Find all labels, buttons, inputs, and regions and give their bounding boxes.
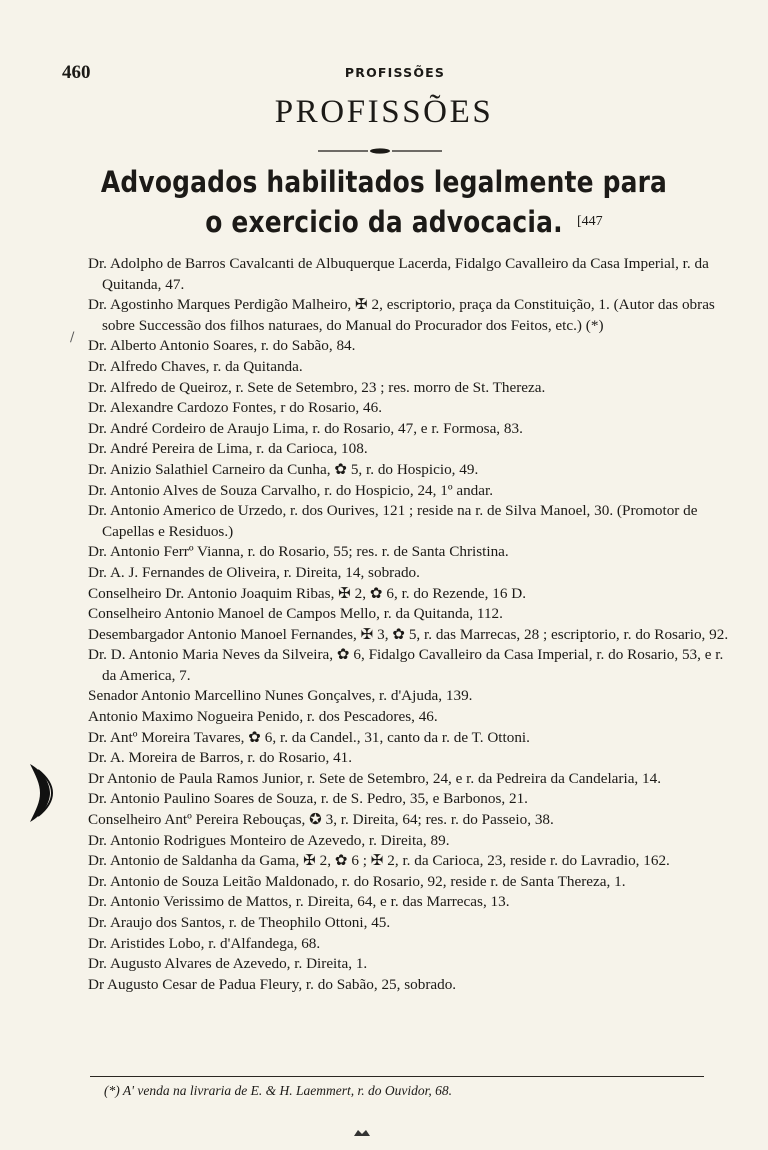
running-title: PROFISSÕES [344,65,446,80]
list-item: Desembargador Antonio Manoel Fernandes, ✠ 3, ✿ 5, r. das Marrecas, 28 ; escriptorio, r. do Rosario, 92. [88,625,729,643]
list-item: Dr Antonio de Paula Ramos Junior, r. Sete de Setembro, 24, e r. da Pedreira da Candelaria, 14. [88,769,662,787]
list-item: Dr Augusto Cesar de Padua Fleury, r. do Sabão, 25, sobrado. [88,975,457,993]
list-item: Dr. Agostinho Marques Perdigão Malheiro, ✠ 2, escriptorio, praça da Constituição, 1. (Autor das obras sobre Successão dos filhos naturaes, do Manual do Procurador dos Feitos, etc.) (*) [88,296,715,334]
list-item: Dr. A. J. Fernandes de Oliveira, r. Direita, 14, sobrado. [88,563,420,581]
list-item: Dr. André Pereira de Lima, r. da Carioca, 108. [88,440,368,458]
margin-mark: / [70,330,75,345]
list-item: Dr. Augusto Alvares de Azevedo, r. Direita, 1. [88,955,368,973]
list-item: Dr. Alberto Antonio Soares, r. do Sabão, 84. [88,337,356,355]
list-item: Dr. Antonio Rodrigues Monteiro de Azevedo, r. Direita, 89. [88,831,450,849]
list-item: Dr. Alfredo de Queiroz, r. Sete de Setembro, 23 ; res. morro de St. Thereza. [88,378,546,396]
list-item: Dr. Antonio Ferrº Vianna, r. do Rosario, 55; res. r. de Santa Christina. [88,543,509,561]
margin-ornament-icon [28,760,54,826]
list-item: Dr. Antonio Verissimo de Mattos, r. Direita, 64, e r. das Marrecas, 13. [88,893,510,911]
list-item: Dr. Antonio de Saldanha da Gama, ✠ 2, ✿ 6 ; ✠ 2, r. da Carioca, 23, reside r. do Lavradio, 162. [88,852,670,870]
list-item: Dr. Antonio Alves de Souza Carvalho, r. do Hospicio, 24, 1º andar. [88,481,494,499]
list-item: Dr. Alexandre Cardozo Fontes, r do Rosario, 46. [88,399,382,417]
list-item: Dr. Antonio Paulino Soares de Souza, r. de S. Pedro, 35, e Barbonos, 21. [88,790,528,808]
list-item: Dr. D. Antonio Maria Neves da Silveira, ✿ 6, Fidalgo Cavalleiro da Casa Imperial, r. do Rosario, 53, e r. da America, 7. [88,646,724,684]
list-item: Dr. Antonio Americo de Urzedo, r. dos Ourives, 121 ; reside na r. de Silva Manoel, 30. (Promotor de Capellas e Residuos.) [88,502,698,540]
signature-mark: [447 [577,214,603,229]
list-item: Dr. Alfredo Chaves, r. da Quitanda. [88,357,303,375]
list-item: Conselheiro Antº Pereira Rebouças, ✪ 3, r. Direita, 64; res. r. do Passeio, 38. [88,811,554,829]
running-head [62,62,728,82]
footnote: (*) A' venda na livraria de E. & H. Laemmert, r. do Ouvidor, 68. [104,1083,452,1098]
list-item: Conselheiro Dr. Antonio Joaquim Ribas, ✠ 2, ✿ 6, r. do Rezende, 16 D. [88,584,527,602]
list-item: Dr. Adolpho de Barros Cavalcanti de Albuquerque Lacerda, Fidalgo Cavalleiro da Casa Imperial, r. da Quitanda, 47. [88,255,709,293]
list-item: Dr. Aristides Lobo, r. d'Alfandega, 68. [88,934,321,952]
list-item: Dr. Araujo dos Santos, r. de Theophilo Ottoni, 45. [88,914,391,931]
list-item: Dr. Antonio de Souza Leitão Maldonado, r. do Rosario, 92, reside r. de Santa Thereza, 1. [88,872,626,890]
lawyer-list [88,254,730,995]
heading-line-1: Advogados habilitados legalmente para [100,165,668,199]
list-item: Dr. A. Moreira de Barros, r. do Rosario, 41. [88,749,353,767]
list-item: Conselheiro Antonio Manoel de Campos Mello, r. da Quitanda, 112. [88,605,503,623]
list-item: Dr. Anizio Salathiel Carneiro da Cunha, ✿ 5, r. do Hospicio, 49. [88,460,479,478]
section-heading [40,162,728,242]
ornamental-rule [318,148,442,154]
printer-mark-icon [352,1128,372,1138]
footnote-rule [90,1076,704,1077]
list-item: Antonio Maximo Nogueira Penido, r. dos Pescadores, 46. [88,708,438,726]
page-number: 460 [62,62,91,83]
list-item: Senador Antonio Marcellino Nunes Gonçalves, r. d'Ajuda, 139. [88,687,473,705]
list-item: Dr. Antº Moreira Tavares, ✿ 6, r. da Candel., 31, canto da r. de T. Ottoni. [88,728,530,746]
heading-line-2: o exercicio da advocacia. [205,205,563,239]
section-title: PROFISSÕES [274,94,494,130]
list-item: Dr. André Cordeiro de Araujo Lima, r. do Rosario, 47, e r. Formosa, 83. [88,419,523,437]
